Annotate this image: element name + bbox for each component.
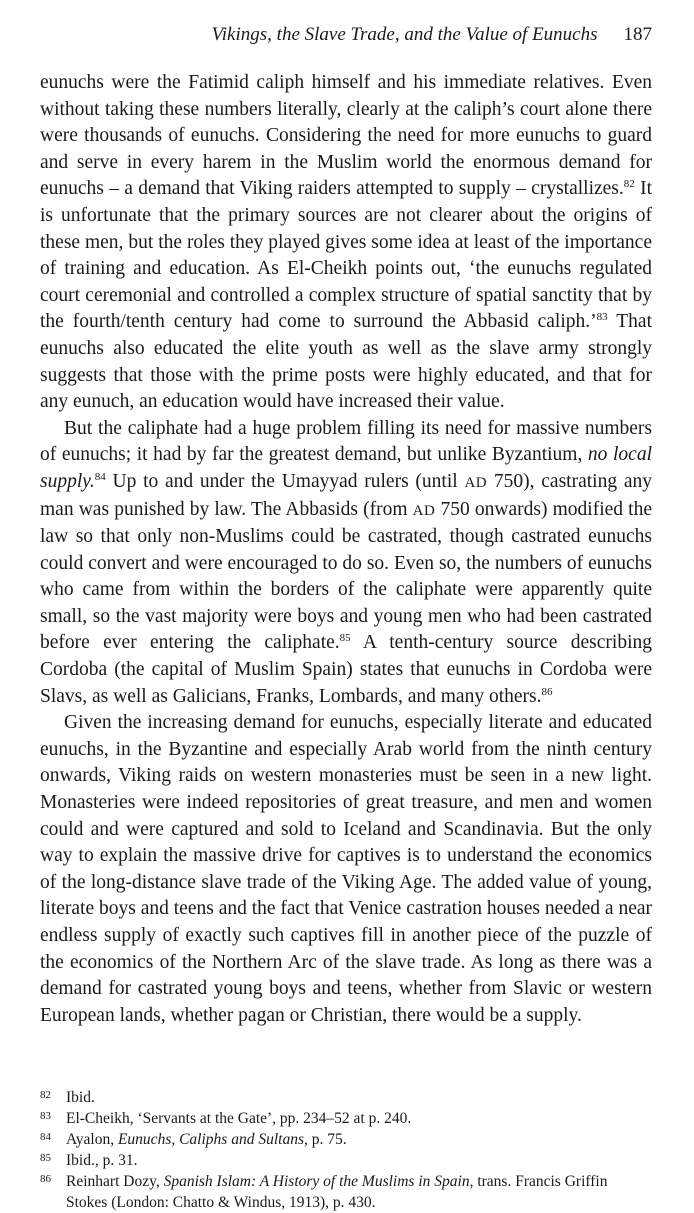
paragraph-text: 750 onwards) modified the law so that only non-Muslims could be castrated, though castrated eunuchs could convert and were encouraged to do so. Even so, the numbers of eunuchs who came from within the borders of the caliphate were apparently quite small, so the vast majority were boys and young men who had been castrated before ever entering the caliphate. bbox=[40, 498, 652, 654]
footnote bbox=[40, 1129, 652, 1150]
paragraph-text: eunuchs were the Fatimid caliph himself and his immediate relatives. Even without taking these numbers literally, clearly at the caliph’s court alone there were thousands of eunuchs. Considering the need for more eunuchs to guard and serve in every harem in the Muslim world the enormous demand for eunuchs – a demand that Viking raiders attempted to supply – crystallizes. bbox=[40, 72, 652, 200]
footnote-text: El-Cheikh, ‘Servants at the Gate’, pp. 234–52 at p. 240. bbox=[66, 1110, 412, 1128]
footnote-number: 84 bbox=[40, 1131, 51, 1144]
footnote-citation: , p. 75. bbox=[303, 1131, 347, 1149]
footnote-author: Ayalon, bbox=[66, 1131, 118, 1149]
paragraph-1 bbox=[40, 70, 652, 416]
body-text bbox=[40, 70, 652, 1029]
footnote-ref: 86 bbox=[541, 685, 553, 698]
book-page bbox=[40, 24, 652, 1213]
footnote-ref: 84 bbox=[94, 470, 106, 483]
page-number: 187 bbox=[623, 24, 652, 45]
footnote-title: Spanish Islam: A History of the Muslims in Spain bbox=[163, 1173, 470, 1191]
paragraph-text: Up to and under the Umayyad rulers (until bbox=[105, 470, 465, 492]
paragraph-3 bbox=[40, 710, 652, 1029]
footnote-text bbox=[66, 1171, 652, 1213]
paragraph-text: But the caliphate had a huge problem filling its need for massive numbers of eunuchs; it had by far the greatest demand, but unlike Byzantium, bbox=[40, 417, 652, 466]
footnote-text: Ibid., p. 31. bbox=[66, 1152, 138, 1170]
footnote bbox=[40, 1171, 652, 1213]
footnote bbox=[40, 1150, 652, 1171]
footnote-number: 86 bbox=[40, 1173, 51, 1186]
footnote-ref: 85 bbox=[339, 632, 351, 645]
emphasis-text: no local supply. bbox=[40, 444, 653, 492]
footnote-author: Reinhart Dozy, bbox=[66, 1173, 164, 1191]
footnote bbox=[40, 1108, 652, 1129]
footnote-title: Eunuchs, Caliphs and Sultans bbox=[117, 1131, 304, 1149]
footnote-text: Ibid. bbox=[66, 1089, 95, 1107]
paragraph-text: It is unfortunate that the primary sources are not clearer about the origins of these men, but the roles they played gives some idea at least of the importance of training and education. As El-Cheikh points out, ‘the eunuchs regulated court ceremonial and controlled a complex structure of spatial sanctity that by the fourth/tenth century had come to surround the Abbasid caliph.’ bbox=[40, 178, 652, 333]
footnote bbox=[40, 1087, 652, 1108]
footnote-number: 85 bbox=[40, 1152, 51, 1165]
era-abbreviation: AD bbox=[412, 502, 436, 519]
footnotes bbox=[40, 1087, 652, 1213]
footnote-citation: , trans. Francis Griffin Stokes (London: Chatto & Windus, 1913), p. 430. bbox=[66, 1173, 608, 1212]
running-title: Vikings, the Slave Trade, and the Value of Eunuchs bbox=[211, 24, 598, 45]
paragraph-2 bbox=[40, 416, 652, 711]
footnote-ref: 82 bbox=[623, 178, 635, 191]
footnote-ref: 83 bbox=[596, 311, 608, 324]
footnote-text bbox=[66, 1129, 652, 1150]
paragraph-text: That eunuchs also educated the elite youth as well as the slave army strongly suggests that those with the prime posts were highly educated, and that for any eunuch, an education would have increased their value. bbox=[40, 311, 652, 413]
footnote-number: 82 bbox=[40, 1089, 51, 1102]
paragraph-text: Given the increasing demand for eunuchs, especially literate and educated eunuchs, in the Byzantine and especially Arab world from the ninth century onwards, Viking raids on western monasteries must be seen in a new light. Monasteries were indeed repositories of great treasure, and men and women could and were captured and sold to Iceland and Scandinavia. But the only way to explain the massive drive for captives is to understand the economics of the long-distance slave trade of the Viking Age. The added value of young, literate boys and teens and the fact that Venice castration houses needed a near endless supply of exactly such captives fill in another piece of the puzzle of the economics of the Northern Arc of the slave trade. As long as there was a demand for castrated young boys and teens, whether from Slavic or western European lands, whether pagan or Christian, there would be a supply. bbox=[40, 712, 653, 1026]
paragraph-text: 750), castrating any man was punished by law. The Abbasids (from bbox=[40, 470, 652, 520]
footnote-number: 83 bbox=[40, 1110, 51, 1123]
paragraph-text: A tenth-century source describing Cordoba (the capital of Muslim Spain) states that eunuchs in Cordoba were Slavs, as well as Galicians, Franks, Lombards, and many others. bbox=[40, 632, 652, 707]
era-abbreviation: AD bbox=[464, 474, 488, 491]
running-header bbox=[40, 24, 652, 54]
